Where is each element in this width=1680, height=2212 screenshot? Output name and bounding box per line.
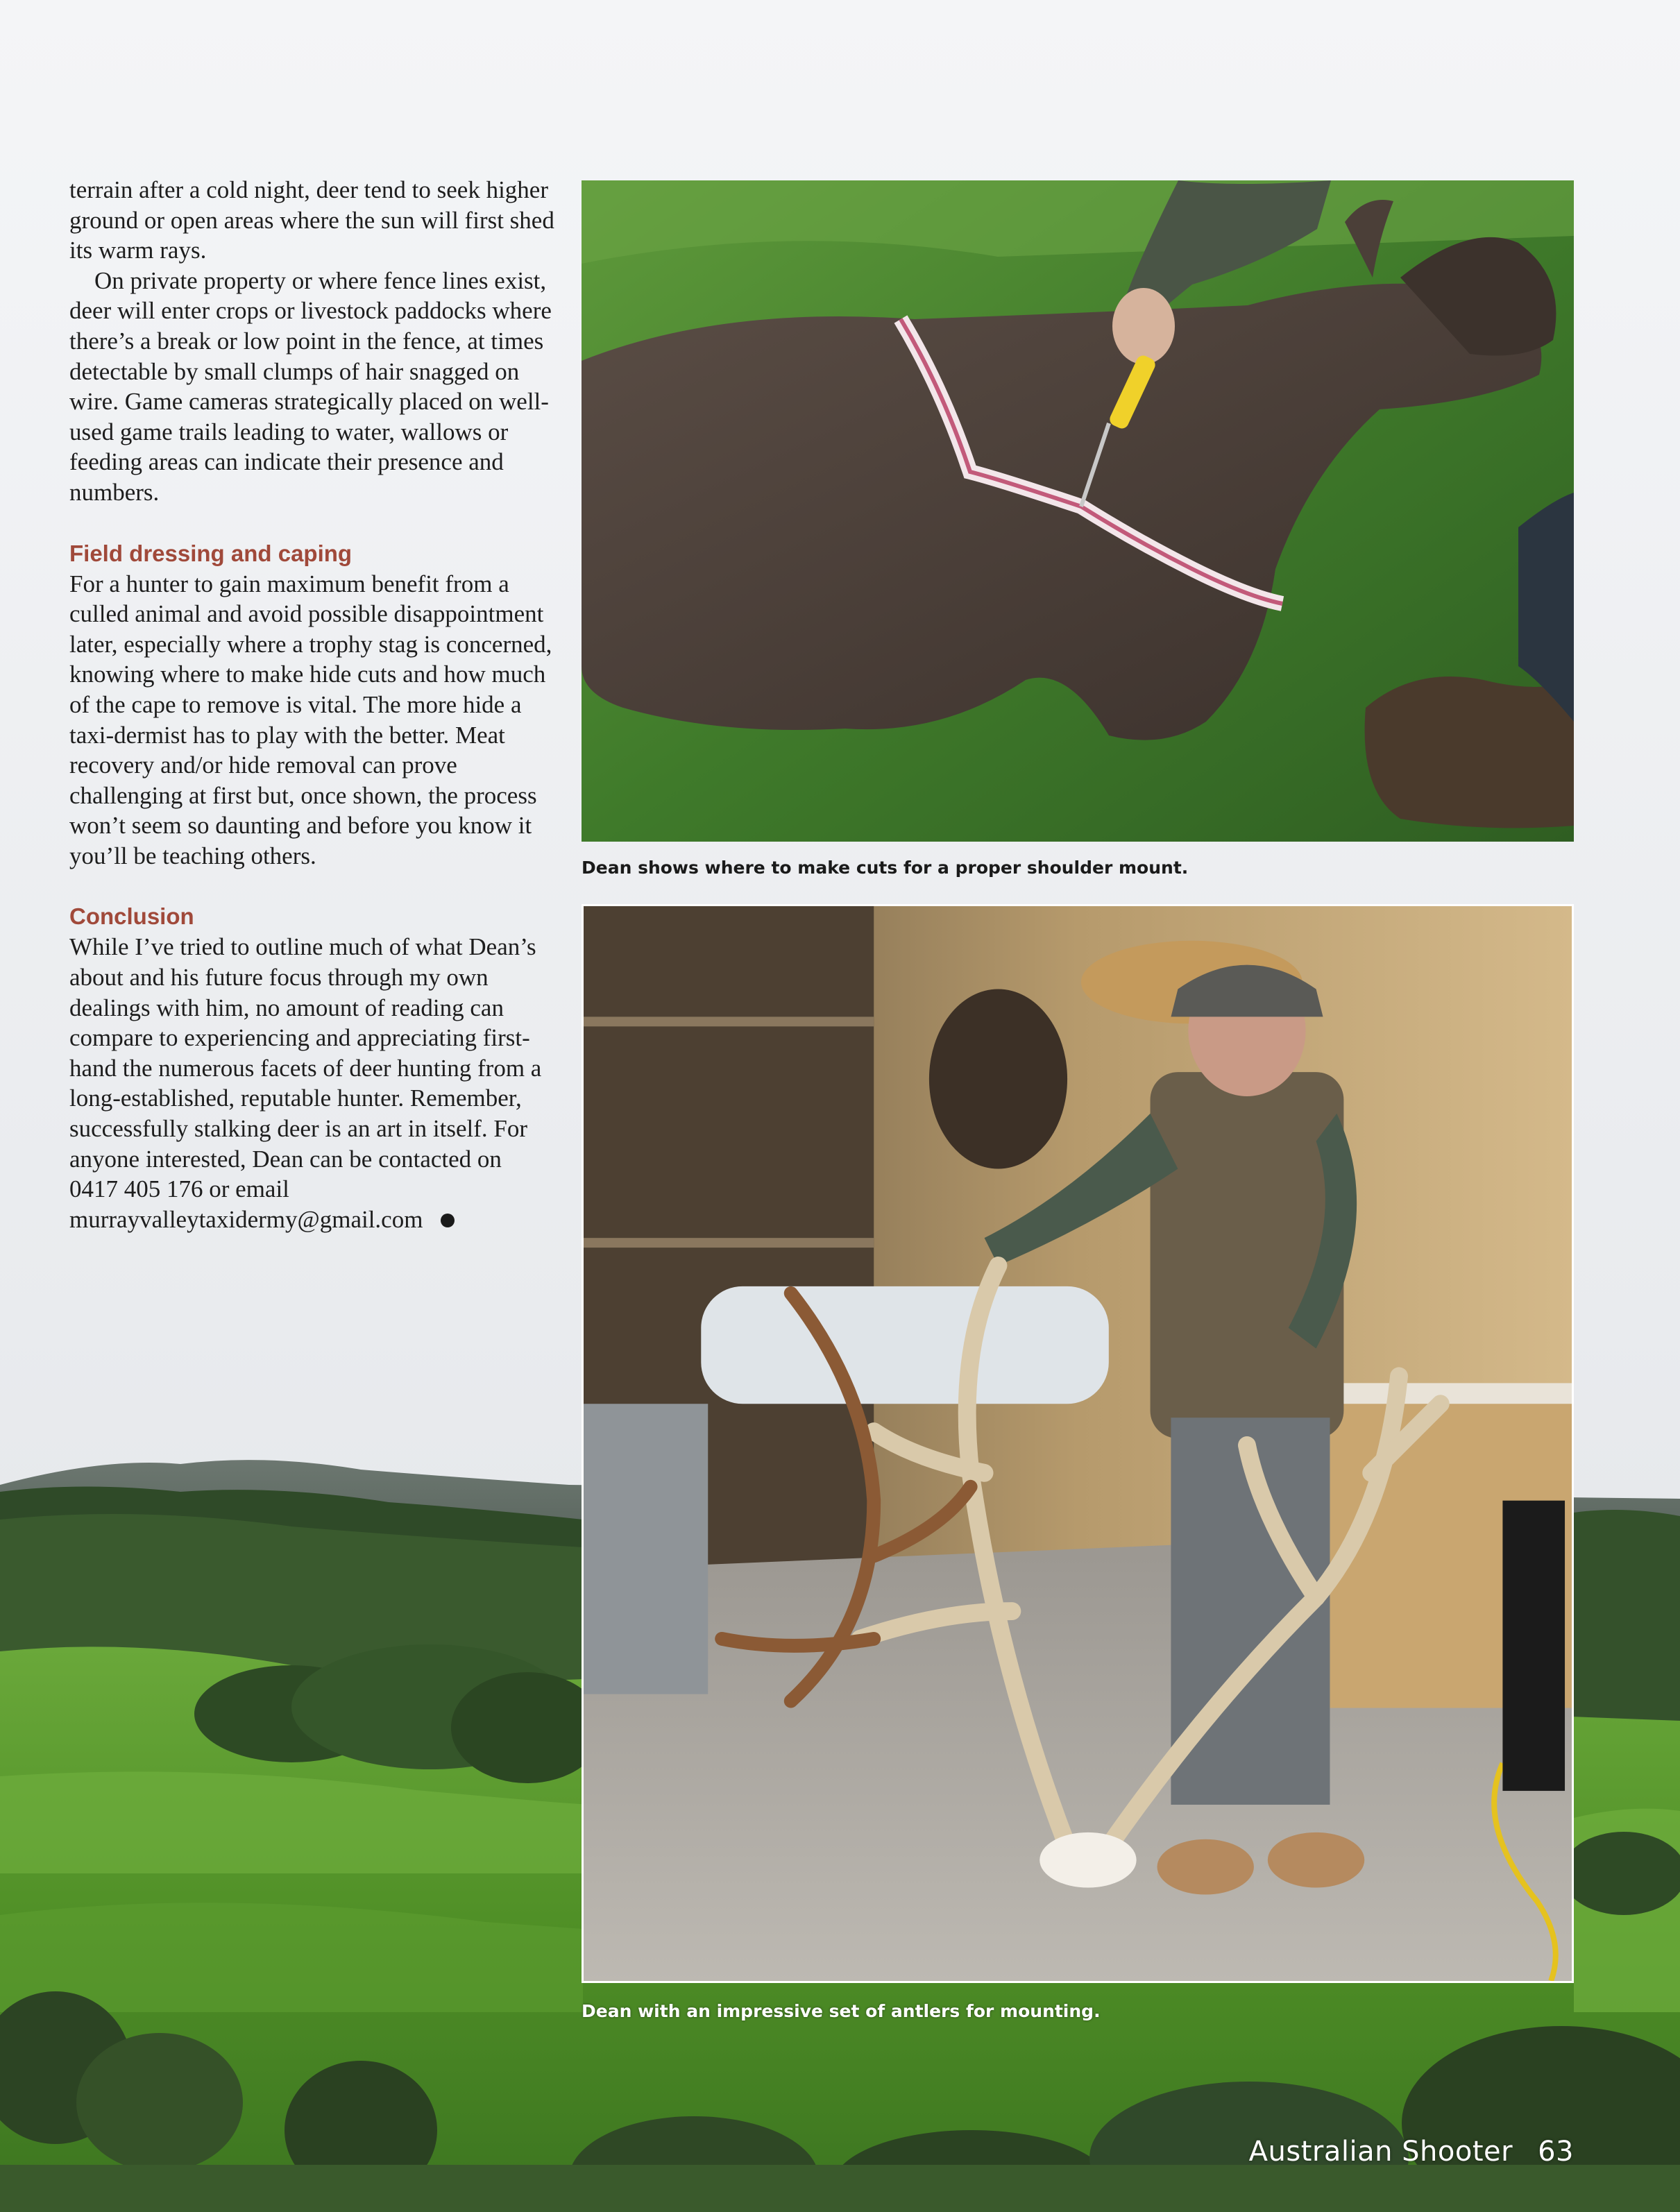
paragraph-1: terrain after a cold night, deer tend to seek higher ground or open areas where the sun will first shed its warm rays. xyxy=(69,176,554,264)
page-number: 63 xyxy=(1538,2136,1574,2168)
paragraph-3: For a hunter to gain maximum benefit from a culled animal and avoid possible disappointment later, especially where a trophy stag is concerned, knowing where to make hide cuts and how much of the cape to remove is vital. The more hide a taxi-dermist has to play with the better. Meat recovery and/or hide removal can prove challenging at first but, once shown, the process won’t seem so daunting and before you know it you’ll be teaching others. xyxy=(69,570,552,869)
magazine-name: Australian Shooter xyxy=(1248,2136,1513,2168)
paragraph-4-text: While I’ve tried to outline much of what Dean’s about and his future focus through my own dealings with him, no amount of reading can compare to experiencing and appreciating first-hand the numerous facets of deer hunting from a long-established, reputable hunter. Remember, successfully stalking deer is an art in itself. For anyone interested, Dean can be contacted on 0417 405 176 or email murrayvalleytaxidermy@gmail.com xyxy=(69,933,542,1233)
heading-conclusion: Conclusion xyxy=(69,903,194,930)
paragraph-4 xyxy=(69,932,555,1234)
paragraph-2: On private property or where fence lines exist, deer will enter crops or livestock paddocks where there’s a break or low point in the fence, at times detectable by small clumps of hair snagged on wire. Game cameras strategically placed on well-used game trails leading to water, wallows or feeding areas can indicate their presence and numbers. xyxy=(69,266,552,506)
caption-photo-2: Dean with an impressive set of antlers for mounting. xyxy=(582,2001,1101,2021)
page-footer xyxy=(1249,2136,1574,2168)
photo-antlers-workshop xyxy=(582,904,1574,1983)
heading-field-dressing: Field dressing and caping xyxy=(69,540,353,566)
article-column xyxy=(69,175,555,1234)
antlers-workshop-illustration xyxy=(584,906,1572,1981)
photo-deer-caping xyxy=(582,180,1574,842)
deer-caping-illustration xyxy=(582,180,1574,842)
caption-photo-1: Dean shows where to make cuts for a proper shoulder mount. xyxy=(582,858,1189,878)
end-of-article-mark xyxy=(441,1214,455,1227)
